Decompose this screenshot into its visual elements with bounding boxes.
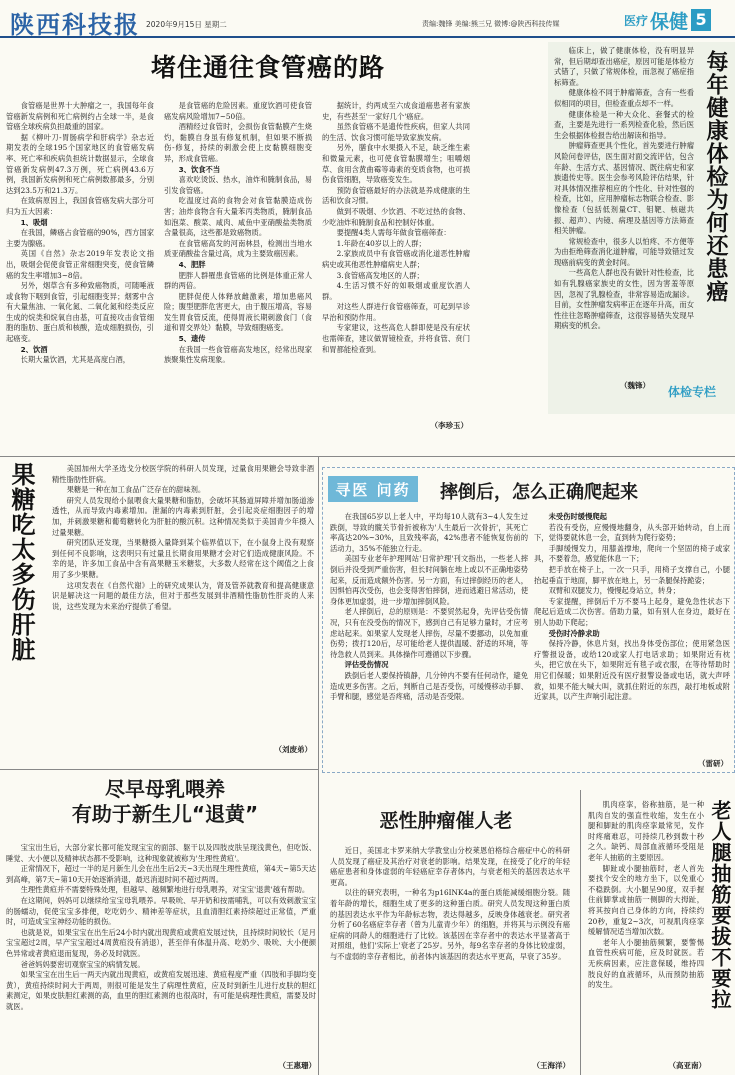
paragraph: 食管癌是世界十大肿瘤之一，我国每年食管癌新发病例和死亡病例约占全球一半，是食管癌全球疾病负担最重的国家。 xyxy=(6,101,154,132)
article4-title xyxy=(30,777,300,827)
subheading: 评估受伤情况 xyxy=(344,660,389,670)
paragraph: 肿瘤筛查更具个性化，首先要进行肿瘤风险问卷评估，医生面对面交流评估，包含年龄、生活方式、基因情况、既往病史和家族遗传史等。医生会参考风险评估结果，针对具体情况推荐相应的个性化、针对性强的检查，比如，应用肿瘤标志物联合检查、影像检查（包括低剂量CT、钼靶、核磁共振、超声）、内镜、病理及基因等方法筛查相关肿瘤。 xyxy=(554,141,694,236)
article6-body xyxy=(330,846,570,1060)
paragraph: 以往的研究表明，一种名为p16INK4a的蛋白质能减缓细胞分裂。随着年龄的增长，细胞生成了更多的这种蛋白质。研究人员发现这种蛋白质的基因表达水平作为年龄标志物，表达得越多，反映身体越衰老。研究者分析了60名癌症幸存者（曾为儿童青少年）的细胞，并将其与示例没有癌症病的同龄人的细胞进行了比较。该基因在幸存者中的表达水平显著高于对照组，他们'实际上'衰老了25岁。另外，每9名幸存者的身体比较虚弱，与不虚弱的幸存者相比，前者体内该基因的表达水平更高，早衰了35岁。 xyxy=(330,888,570,961)
paragraph: 要提醒4类人需每年做食管癌筛查： xyxy=(336,228,451,238)
paragraph: 吃温度过高的食物会对食管黏膜造成伤害；油炸食物含有大量苯丙类物质，腌制食品如泡菜、酸菜、咸肉、咸鱼中亚硝酸盐类物质含量很高，这些都是致癌物质。 xyxy=(164,196,312,238)
paragraph: 如果宝宝在出生后一两天内就出现黄疸，或黄疸发展迅速、黄疸程度严重（四肢和手脚均变黄），黄疸持续时间大于两周，则很可能是发生了病理性黄疸，应及时到新生儿进行皮肤的胆红素测定，如果皮肤胆红素测的高，血里的胆红素测的也很高时，有可能是病理性黄疸，需要及时就医。 xyxy=(6,970,316,1011)
paragraph: 酒精经过食管时，会损伤食管黏膜产生烧灼，黏膜自身虽有修复机制，但如果不断损伤-修复，持续的刺激会使上皮黏膜细胞变异，形成食管癌。 xyxy=(164,122,312,163)
article3-byline: （刘废弟） xyxy=(274,745,312,754)
paragraph: 近日，美国北卡罗来纳大学教堂山分校莱恩伯格综合癌症中心的科研人员发现了癌症及其治疗对衰老的影响。结果发现，在接受了化疗的年轻癌症患者和身体虚弱的年轻癌症幸存者体内，与衰老相关的基因表达水平更高。 xyxy=(330,846,570,887)
article5-byline: （雷研） xyxy=(698,759,728,768)
paragraph: 4.生活习惯不好的如吸烟或重度饮酒人群。 xyxy=(322,281,470,301)
paragraph: 肥胖促使人体释放雌激素，增加患癌风险；腹型肥胖危害更大，由于腹压增高，容易发生胃食管反流，使得胃液长期刺激食门（食道和胃交界处）黏膜，导致细胞癌变。 xyxy=(164,291,312,333)
paragraph: 另外，烟草含有多种致癌物质，可随唾液或食物下咽到食管，引起细胞变异；烟雾中含有大量焦油、一氧化氮、二氧化氮和经类反应生成的烷类和烷氧自由基，可直接攻击食管细胞的脂肪、蛋白质和核酸，造成细胞损伤，引起癌变。 xyxy=(6,281,154,344)
paragraph: 正常情况下，超过一半的足月新生儿会在出生后2天~3天出现生理性黄疸，第4天~第5天达到高峰，第7天~第10天开始逐渐消退，最迟消退时间不超过两周。 xyxy=(6,864,316,884)
article2-category: 体检专栏 xyxy=(667,385,716,399)
article5-title: 摔倒后，怎么正确爬起来 xyxy=(440,482,638,503)
article1-col1 xyxy=(6,101,154,441)
paragraph: 健康体检是一种大众化、套餐式的检查，主要是先进行一系列检查化验，然后医生会根据体检报告给出解读和指导。 xyxy=(554,109,694,140)
article7-title: 老人腿抽筋要拔不要拉 xyxy=(708,800,732,1010)
paragraph: 这项发表在《自然代谢》上的研究成果认为，肾及管养就教育和提高健康意识是解决这一问题的最佳方法，但对于那些发展到非酒精性脂肪性肝炎的人来说，这些发现为未来治疗提供了希望。 xyxy=(52,580,314,611)
paragraph: 预防食管癌最好的办法就是养成健康的生活和饮食习惯。 xyxy=(322,185,470,206)
paragraph: 在我国，鳞癌占食管癌的90%，西方国家主要为腺癌。 xyxy=(6,228,154,248)
subheading: 3、饮食不当 xyxy=(178,164,221,174)
subheading: 2、饮酒 xyxy=(20,344,48,354)
article4-title-line1: 尽早母乳喂养 xyxy=(105,777,225,801)
article1-byline: （李珍玉） xyxy=(430,421,468,430)
paragraph: 若没有受伤，应慢慢地翻身，从头部开始转动，自上而下，觉得要就休息一会，直到转为爬行姿势； xyxy=(534,522,730,543)
paragraph: 专家提醒，摔倒后千万不要马上起身，避免急性状态下爬起后造成二次伤害。借助力量，如有别人在身边，最好在别人协助下爬起； xyxy=(534,596,730,627)
paragraph: 在食管癌高发的河南林县，检测出当地水质亚硝酸盐含量过高，成为主要致癌因素。 xyxy=(164,238,312,259)
paragraph: 在这期间，妈妈可以继续给宝宝母乳喂养。早吸吮、早开奶和按需哺乳，可以有效刺激宝宝的肠蠕动，促使宝宝多排便，吃吃奶少、精神差等症状，且血清胆红素持续超过正常值，严重时，可造成宝宝神经功能的损伤。 xyxy=(6,895,316,927)
paragraph: 常规检查中，很多人以怕疼、不方便等为由拒绝筛查消化道肿瘤，可能导致错过发现癌前病变的黄金时间。 xyxy=(554,236,694,267)
article1-col2 xyxy=(164,101,312,441)
paragraph: 手脚缓慢发力，用膝盖撑地，爬向一个坚固的椅子或家具，不要着急，感觉能休息一下； xyxy=(534,543,730,564)
paragraph: 老年人小腿抽筋频繁，要警惕血管性疾病可能，应及时就医。若无疾病因素，应注意保暖，维持四肢良好的血液循环，从而预防抽筋的发生。 xyxy=(588,937,704,990)
article2-byline: （魏锋） xyxy=(620,381,650,390)
paragraph: 保持冷静，休息片刻，找出身体受伤部位；使用紧急医疗警报设备，或给120或家人打电话求助；如果附近有枕头，把它放在头下，如果附近有毯子或衣服，在等待帮助时用它们保暖；如果附近没有医疗报警设备或电话，就大声呼救，如果不能大喊大叫，就抓住附近的东西，敲打地板或附近家具，以产生声响引起注意。 xyxy=(534,639,730,702)
article2-title: 每年健康体检为何还患癌 xyxy=(703,50,728,303)
paragraph: 也就是说，如果宝宝在出生后24小时内就出现黄疸或黄疸发展过快，且持续时间较长（足月宝宝超过2周，早产宝宝超过4周黄疸没有消退），甚至伴有体温升高、吃奶少、吸吮、大小便颜色异常或者黄疸退而复现，务必及时就医。 xyxy=(6,927,316,958)
paragraph: 美国加州大学圣选戈分校医学院的科研人员发现，过量食用果糖会导致非酒精性脂肪性肝病。 xyxy=(52,464,314,484)
paragraph: 长期大量饮酒，尤其是高度白酒， xyxy=(20,355,131,365)
section-big: 保健 xyxy=(650,10,689,33)
subheading: 5、遗传 xyxy=(178,334,206,344)
subheading: 未受伤时缓慢爬起 xyxy=(548,512,607,521)
paragraph: 研究团队还发现，当果糖摄入量降到某个临界值以下，在小鼠身上没有观察到任何不良影响，这表明只有过量且长期食用果糖才会对它们造成健康风险。不幸的是，许多加工食品中含有高果糖玉米糖浆，大多数人经常在这个阈值之上食用了多少果糖。 xyxy=(52,538,314,579)
article3-title: 果糖吃太多伤肝脏 xyxy=(7,462,35,662)
paragraph: 脚趾或小腿抽筋时，老人首先要找个安全的地方坐下，以免重心不稳跌倒。大小腿呈90度，双手握住前脚掌或抽筋一侧脚的大拇趾，将其按向自己身体的方向，持续约20秒，重复2~3次，可视肌肉痉挛缓解情况适当增加次数。 xyxy=(588,863,704,937)
article5-col1 xyxy=(330,512,528,762)
paragraph: 一些高危人群也没有做针对性检查，比如有乳腺癌家族史的女性，因为害羞等原因，忽视了乳腺检查，非常容易造成漏诊。目前，女性肿瘤发病率正在逐年升高，而女性往往忽略肿瘤筛查，这很容易错失发现早期病变的机会。 xyxy=(554,268,694,331)
editors-line: 责编:魏锋 美编:熊三兄 微博:@陕西科技传媒 xyxy=(422,20,560,28)
paragraph: 2.家族成员中有食管癌或消化道恶性肿瘤病史或其他恶性肿瘤病史人群； xyxy=(322,249,470,269)
article7-byline: （高亚南） xyxy=(668,1061,706,1070)
paragraph: 专家建议，这些高危人群即使是没有症状也需筛查，建议做胃镜检查，并将食管、贲门和胃都能检查到。 xyxy=(322,323,470,354)
divider-vertical xyxy=(318,456,319,1075)
divider-vertical-2 xyxy=(580,790,581,1075)
paragraph: 健康体检不同于肿瘤筛查，含有一些看似相同的项目，但检查重点却不一样。 xyxy=(554,88,694,108)
paragraph: 双臂和双腿发力，慢慢起身站立，转身； xyxy=(548,586,680,596)
paragraph: 在我国一些食管癌高发地区，经常出现家族聚集性发病现象。 xyxy=(164,344,312,365)
paragraph: 英国《自然》杂志2019年发表论文指出，吸烟会促使食管正常细胞突变，使食管鳞癌的发生率增加3~8倍。 xyxy=(6,249,154,280)
paragraph: 在致病原因上，我国食管癌发病大部分可归为五大因素： xyxy=(6,196,154,216)
paragraph: 对这些人群进行食管癌筛查，可起到早诊早治和预防作用。 xyxy=(322,302,470,322)
article3-body xyxy=(52,464,314,730)
paragraph: 跌倒后老人要保持镇静，几分钟内不要有任何动作，避免造成更多伤害。之后，判断自己是否受伤，可缓慢移动手脚、手臂和腿，感觉是否疼痛，活动是否受限。 xyxy=(330,670,528,702)
subheading: 受伤时冷静求助 xyxy=(548,628,600,638)
article1-col3 xyxy=(322,101,470,406)
article5-category: 寻医 问药 xyxy=(328,476,418,502)
paragraph: 肥胖人群罹患食管癌的比例是体重正常人群的两倍。 xyxy=(164,270,312,291)
paragraph: 据统计，约两成至六成食道癌患者有家族史，有些甚至'一家好几个'癌症。 xyxy=(322,101,470,121)
paragraph: 把手放在椅子上，一次一只手，用椅子支撑自己，小腿抬起垂直于地面，脚平放在地上，另一条腿保持跪姿； xyxy=(534,564,730,585)
paragraph: 是食管癌的危险因素。重度饮酒可使食管癌发病风险增加7~50倍。 xyxy=(164,101,312,121)
paragraph: 果糖是一种在加工食品广泛存在的甜味剂。 xyxy=(66,485,206,495)
article5-col2 xyxy=(534,512,730,754)
article6-byline: （王海洋） xyxy=(532,1061,570,1070)
paragraph: 宝宝出生后，大部分家长都可能发现宝宝的面部、躯干以及四肢皮肤呈现浅黄色，但吃饭、睡觉、大小便以及精神状态都不受影响，这种现象就被称为'生理性黄疸'。 xyxy=(6,843,316,863)
paragraph: 1.年龄在40岁以上的人群； xyxy=(336,238,426,248)
article2-body xyxy=(554,46,694,376)
paragraph: 做到不吸烟、少饮酒、不吃过热的食物、少吃油炸和腌制食品和控制好体重。 xyxy=(322,206,470,227)
subheading: 1、吸烟 xyxy=(20,217,48,227)
divider-horizontal-1 xyxy=(0,456,735,457)
article4-byline: （王惠珊） xyxy=(278,1061,316,1070)
paragraph: 据《柳叶刀-胃肠病学和肝病学》杂志近期发表的全球195个国家地区的食管癌发病率、死亡率和疾病负担统计数据显示，全球食管癌新发病例47.3万例，死亡病例43.6万例，我国新发病例和死亡病例数都最多，分别达到23.5万和21.3万。 xyxy=(6,132,154,195)
article6-title: 恶性肿瘤催人老 xyxy=(379,810,513,832)
article4-body xyxy=(6,843,316,1057)
section-small: 医疗 xyxy=(624,13,649,28)
paragraph: 喜欢吃烫饭、热水，油炸和腌制食品，易引发食管癌。 xyxy=(164,175,312,195)
page-number: 5 xyxy=(691,9,711,31)
article1-title: 堵住通往食管癌的路 xyxy=(150,53,385,82)
paragraph: 生理性黄疸并不需要特殊处理，但越早、越频繁地进行母乳喂养，对宝宝'退黄'越有帮助。 xyxy=(20,885,310,895)
divider-horizontal-2 xyxy=(0,769,318,770)
section-tag xyxy=(624,6,711,34)
paragraph: 虽然食管癌不是遗传性疾病，但家人共同的生活、饮食习惯可能导致家族发病。 xyxy=(322,122,470,142)
paragraph: 临床上，做了健康体检，没有明显异常，但后期却查出癌症，原因可能是体检方式错了，只做了常规体检，而忽视了癌症指标筛查。 xyxy=(554,46,694,87)
newspaper-logo: 陕西科技报 xyxy=(10,10,140,39)
paragraph: 美国专业老年护理网站'日常护理'刊文指出，一些老人摔倒后并没受到严重伤害，但长时间躺在地上或以不正确地姿势起来，反而造成额外伤害。另一方面，有过摔倒经历的老人，因惧怕再次受伤，也会变得害怕摔倒，进而逃避日常活动，使身体更加虚弱，进一步增加摔倒风险。 xyxy=(330,554,528,606)
paragraph: 老人摔倒后，总的原则是：不要贸然起身，先评估受伤情况，只有在没受伤的情况下，感到自己有足够力量时，才应考虑站起来。如果家人发现老人摔伤，尽量不要挪动，以免加重伤势；拨打120后，尽可能给老人提供温暖、舒适的环境，等待急救人员到来。具体操作可遵循以下步骤。 xyxy=(330,607,528,659)
subheading: 4、肥胖 xyxy=(178,259,206,269)
article4-title-line2: 有助于新生儿“退黄” xyxy=(71,802,259,826)
paragraph: 肌肉痉挛，俗称抽筋，是一种肌肉自发的强直性收缩，发生在小腿和脚趾的肌肉痉挛最常见，发作时疼痛难忍，可持续几秒到数十秒之久。缺钙、局部血液循环受阻是老年人抽筋的主要原因。 xyxy=(588,800,704,862)
paragraph: 3.食管癌高发地区的人群； xyxy=(336,270,424,280)
paragraph: 在我国65岁以上老人中，平均每10人就有3~4人发生过跌倒，导致的髋关节骨折被称为'人生最后一次骨折'，其死亡率高达20%~30%，且致残率高，42%患者不能恢复伤前的活动力，35%不能独立行走。 xyxy=(330,512,528,553)
paragraph: 另外，膳食中水果摄入不足，缺乏维生素和微量元素，也可使食管黏膜增生；咀嚼烟草、食用含黄曲霉等毒素的变质食物，也可损伤食管细胞，导致癌变发生。 xyxy=(322,143,470,185)
paragraph: 研究人员发现给小鼠喂食大量果糖和脂肪，会破坏其肠道屏障并增加肠道渗透性，从而导致内毒素增加。泄漏的内毒素到肝脏，会引起炎症细胞因子的增加，并刺激果糖和葡萄糖转化为肝脏的酸沉积。这种情况类似于美国青少年摄入过量果糖。 xyxy=(52,495,314,537)
issue-date: 2020年9月15日 星期二 xyxy=(146,20,227,29)
paragraph: 爸爸妈妈要密切观察宝宝的病情发展。 xyxy=(20,959,145,969)
article7-body xyxy=(588,800,704,1054)
